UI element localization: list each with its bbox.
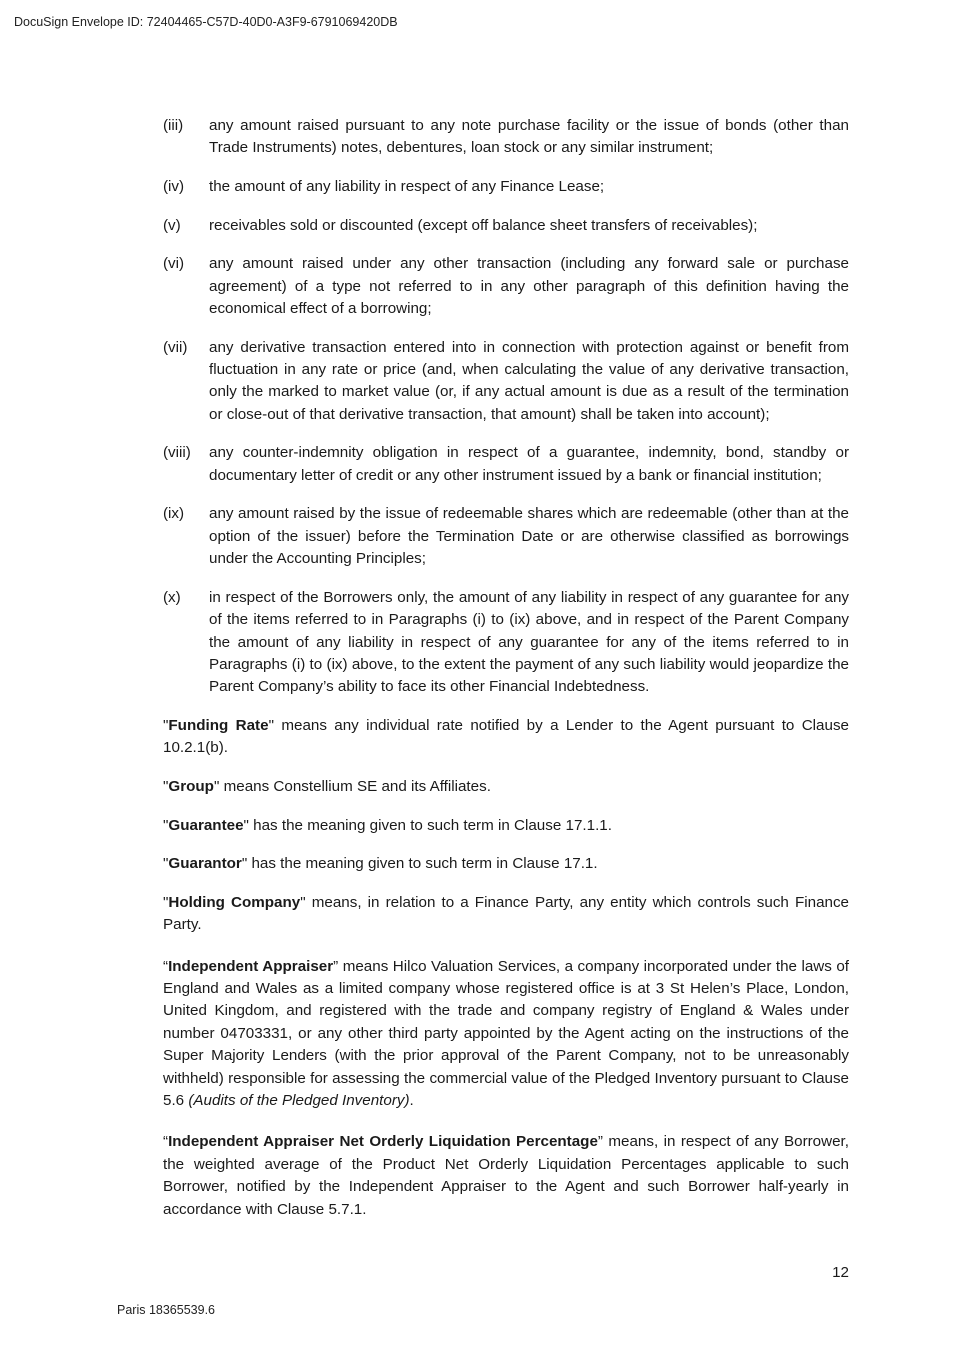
definition-independent-appraiser-nolp: “Independent Appraiser Net Orderly Liquidation Percentage” means, in respect of any Borrower, the weighted average of the Product Net Orderly Liquidation Percentages applicable to such Borrower, notified by the Independent Appraiser to the Agent and such Borrower half-yearly in accordance with Clause 5.7.1. [163,1133,849,1218]
definition-funding-rate: "Funding Rate" means any individual rate notified by a Lender to the Agent pursuant to Clause 10.2.1(b). [163,717,849,757]
defined-term: Independent Appraiser [168,957,334,975]
item-number: (x) [163,588,181,606]
list-item [163,337,849,427]
item-text: in respect of the Borrowers only, the amount of any liability in respect of any guarantee for any of the items referred to in Paragraphs (i) to (ix) above, and in respect of the Parent Company the amount of any liability in respect of any guarantee for any of the items referred to in Paragraphs (i) to (ix) above, to the extent the payment of any such liability would jeopardize the Parent Company’s ability to face its other Financial Indebtedness. [209,588,849,696]
envelope-id: DocuSign Envelope ID: 72404465-C57D-40D0-A3F9-6791069420DB [14,15,398,29]
list-item [163,253,849,320]
defined-term: Funding Rate [168,717,269,735]
definition-text: means Hilco Valuation Services, a company incorporated under the laws of England and Wales as a limited company whose registered office is at 3 St Helen’s Place, London, United Kingdom, and registered with the trade and company registry of England & Wales under number 04703331, or any other third party appointed by the Agent acting on the instructions of the Super Majority Lenders (with the prior approval of the Parent Company, not to be unreasonably withheld) responsible for assessing the commercial value of the Pledged Inventory pursuant to Clause 5.6 [163,957,850,1110]
definition-text: means, in relation to a Finance Party, any entity which controls such Finance Party. [163,893,849,934]
list-item [163,115,849,160]
item-number: (vi) [163,255,185,273]
definition-text: has the meaning given to such term in Clause 17.1.1. [248,816,612,834]
item-text: any amount raised pursuant to any note purchase facility or the issue of bonds (other than Trade Instruments) notes, debentures, loan stock or any similar instrument; [209,117,849,157]
item-number: (viii) [163,444,191,462]
page-number: 12 [832,1264,849,1281]
clause-title: (Audits of the Pledged Inventory) [188,1092,410,1110]
definition-text: means Constellium SE and its Affiliates. [219,778,491,796]
item-text: receivables sold or discounted (except off balance sheet transfers of receivables); [209,216,758,234]
definition-text: has the meaning given to such term in Clause 17.1. [247,855,598,873]
defined-term: Group [168,778,214,796]
defined-term: Holding Company [168,893,301,911]
definition-group: "Group" means Constellium SE and its Affiliates. [163,778,491,796]
definition-text: means, in respect of any Borrower, the weighted average of the Product Net Orderly Liquidation Percentages applicable to such Borrower, notified by the Independent Appraiser to the Agent and such Borrower half-yearly in accordance with Clause 5.7.1. [163,1133,849,1218]
defined-term: Guarantee [168,816,244,834]
list-item [163,442,849,487]
definition-text: means any individual rate notified by a Lender to the Agent pursuant to Clause 10.2.1(b). [163,717,849,757]
document-body [163,115,849,1237]
definition-holding-company: "Holding Company" means, in relation to a Finance Party, any entity which controls such Finance Party. [163,893,849,934]
item-text: any counter-indemnity obligation in respect of a guarantee, indemnity, bond, standby or documentary letter of credit or any other instrument issued by a bank or financial institution; [209,444,849,484]
list-item [163,587,849,699]
footer-reference: Paris 18365539.6 [117,1303,215,1317]
defined-term: Guarantor [168,855,242,873]
item-text: any amount raised under any other transaction (including any forward sale or purchase agreement) of a type not referred to in any other paragraph of this definition having the economical effect of a borrowing; [209,255,849,317]
item-text: any derivative transaction entered into in connection with protection against or benefit from fluctuation in any rate or price (and, when calculating the value of any derivative transaction, only the marked to market value (or, if any actual amount is due as a result of the termination or close-out of that derivative transaction, that amount) shall be taken into account); [209,338,849,423]
item-text: the amount of any liability in respect of any Finance Lease; [209,178,605,195]
item-number: (iv) [163,178,185,195]
item-number: (vii) [163,338,188,356]
definition-guarantor: "Guarantor" has the meaning given to such term in Clause 17.1. [163,855,598,873]
definition-independent-appraiser: “Independent Appraiser” means Hilco Valuation Services, a company incorporated under the laws of England and Wales as a limited company whose registered office is at 3 St Helen’s Place, London, United Kingdom, and registered with the trade and company registry of England & Wales under number 04703331, or any other third party appointed by the Agent acting on the instructions of the Super Majority Lenders (with the prior approval of the Parent Company, not to be unreasonably withheld) responsible for assessing the commercial value of the Pledged Inventory pursuant to Clause 5.6 (Audits of the Pledged Inventory). [163,957,850,1110]
list-item [163,176,849,198]
item-number: (iii) [163,117,184,134]
item-number: (ix) [163,505,185,523]
item-number: (v) [163,216,181,234]
definition-guarantee: "Guarantee" has the meaning given to such term in Clause 17.1.1. [163,816,612,834]
defined-term: Independent Appraiser Net Orderly Liquidation Percentage [168,1133,598,1151]
item-text: any amount raised by the issue of redeemable shares which are redeemable (other than at the option of the issuer) before the Termination Date or are otherwise classified as borrowings under the Accounting Principles; [209,505,849,568]
list-item [163,503,849,570]
list-item [163,215,849,237]
